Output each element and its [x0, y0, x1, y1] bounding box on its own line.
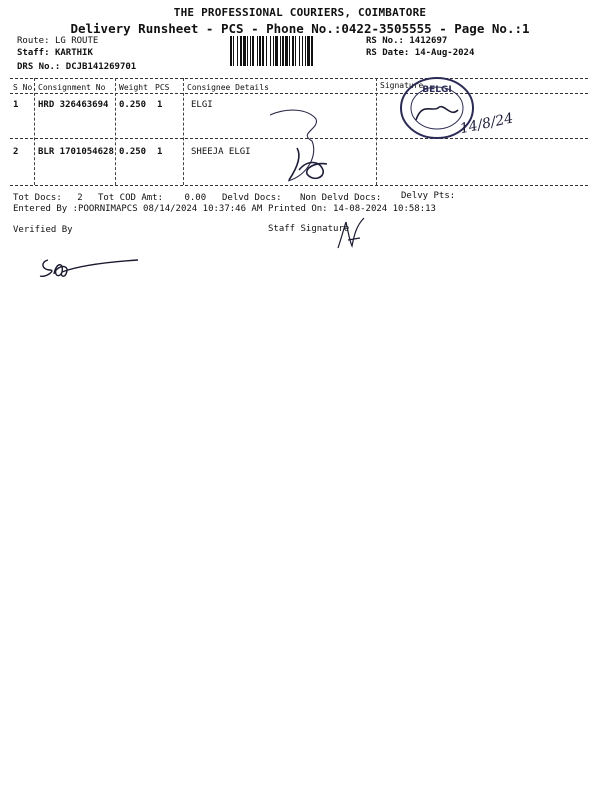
rs-no-label: RS No.:	[366, 36, 404, 46]
row2-signature	[285, 140, 335, 185]
col-header-sno: S No.	[13, 83, 38, 92]
drs-label: DRS No.:	[17, 62, 61, 72]
row2-consignment: BLR 1701054628	[38, 147, 114, 157]
tot-cod-label: Tot COD Amt:	[98, 193, 164, 203]
rs-no-line	[366, 36, 447, 46]
stamp-text: BELGI	[422, 85, 452, 95]
row1-pcs: 1	[157, 100, 163, 110]
row1-weight: 0.250	[119, 100, 147, 110]
staff-line	[17, 48, 93, 58]
route-value: LG ROUTE	[54, 36, 99, 46]
rs-date-line	[366, 48, 474, 58]
staff-signature-label: Staff Signature	[268, 224, 350, 234]
delvd-docs: Delvd Docs:	[222, 193, 282, 203]
row1-consignment: HRD 326463694	[38, 100, 109, 110]
rs-no-value: 1412697	[409, 36, 448, 46]
rs-date-value: 14-Aug-2024	[414, 48, 475, 58]
route-label: Route:	[17, 36, 50, 46]
tot-docs-value: 2	[77, 193, 83, 203]
route-line	[17, 36, 98, 46]
delvy-pts: Delvy Pts:	[401, 191, 456, 201]
col-header-consignment: Consignment No	[38, 83, 106, 92]
col-sep	[376, 78, 377, 185]
drs-line	[17, 62, 136, 72]
col-header-signature: Signature	[380, 81, 424, 90]
row2-consignee: SHEEJA ELGI	[191, 147, 251, 157]
row2-sno: 2	[13, 147, 19, 157]
col-sep	[183, 78, 184, 185]
barcode	[230, 36, 360, 66]
table-top-rule	[10, 78, 588, 79]
verifier-signature	[38, 252, 148, 282]
printed-on: Printed On: 14-08-2024 10:58:13	[268, 204, 436, 214]
col-header-weight: Weight	[119, 83, 148, 92]
rs-date-label: RS Date:	[366, 48, 410, 58]
drs-value: DCJB141269701	[65, 62, 137, 72]
handwritten-date	[455, 100, 535, 140]
row2-weight: 0.250	[119, 147, 147, 157]
col-sep	[115, 78, 116, 185]
handwritten-date-text: 14/8/24	[458, 110, 515, 138]
entered-by: Entered By :POORNIMAPCS 08/14/2024 10:37:46 AM	[13, 204, 263, 214]
row1-sno: 1	[13, 100, 19, 110]
company-title: THE PROFESSIONAL COURIERS, COIMBATORE	[173, 6, 427, 19]
non-delvd-docs: Non Delvd Docs:	[300, 193, 382, 203]
table-header-rule	[10, 93, 588, 94]
col-header-consignee: Consignee Details	[187, 83, 269, 92]
staff-label: Staff:	[17, 48, 50, 58]
row1-consignee: ELGI	[191, 100, 213, 110]
staff-value: KARTHIK	[54, 48, 93, 58]
tot-cod	[98, 193, 206, 203]
barcode-bar	[311, 36, 313, 66]
tot-docs-label: Tot Docs:	[13, 193, 62, 203]
col-header-pcs: PCS	[155, 83, 170, 92]
table-bottom-rule	[10, 185, 588, 186]
row2-pcs: 1	[157, 147, 163, 157]
staff-signature-mark	[334, 212, 370, 252]
runsheet-subtitle: Delivery Runsheet - PCS - Phone No.:0422-3505555 - Page No.:1	[70, 21, 530, 36]
col-sep	[34, 78, 35, 185]
tot-docs	[13, 193, 83, 203]
verified-by-label: Verified By	[13, 225, 73, 235]
tot-cod-value: 0.00	[184, 193, 207, 203]
